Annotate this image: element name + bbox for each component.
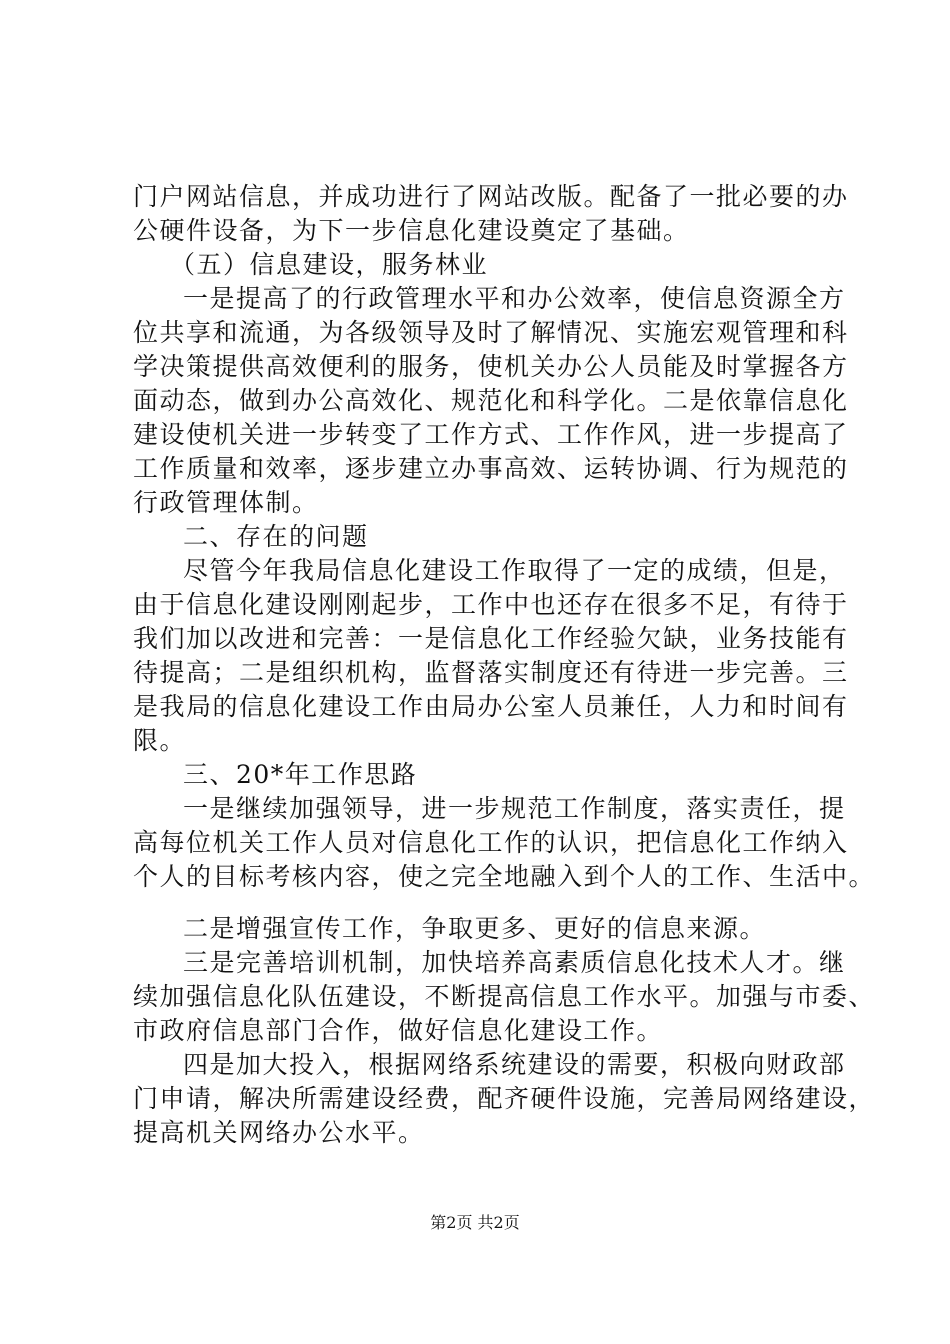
body-line: 高每位机关工作人员对信息化工作的认识，把信息化工作纳入 <box>133 828 849 857</box>
body-line: 是我局的信息化建设工作由局办公室人员兼任，人力和时间有 <box>133 692 849 721</box>
body-line: 位共享和流通，为各级领导及时了解情况、实施宏观管理和科 <box>133 318 849 347</box>
body-line: 待提高；二是组织机构，监督落实制度还有待进一步完善。三 <box>133 658 849 687</box>
body-line: 三是完善培训机制，加快培养高素质信息化技术人才。继 <box>183 948 846 977</box>
section-heading: 三、20*年工作思路 <box>183 760 418 789</box>
body-line: 由于信息化建设刚刚起步，工作中也还存在很多不足，有待于 <box>133 590 849 619</box>
body-line: 门申请，解决所需建设经费，配齐硬件设施，完善局网络建设， <box>133 1084 876 1113</box>
section-heading: 二、存在的问题 <box>183 522 369 551</box>
body-line: 二是增强宣传工作，争取更多、更好的信息来源。 <box>183 914 767 943</box>
body-line: 续加强信息化队伍建设，不断提高信息工作水平。加强与市委、 <box>133 982 876 1011</box>
body-line: 限。 <box>133 726 187 755</box>
body-line: 一是提高了的行政管理水平和办公效率，使信息资源全方 <box>183 284 846 313</box>
body-line: 学决策提供高效便利的服务，使机关办公人员能及时掌握各方 <box>133 352 849 381</box>
body-line: 个人的目标考核内容，使之完全地融入到个人的工作、生活中。 <box>133 862 876 891</box>
body-line: 工作质量和效率，逐步建立办事高效、运转协调、行为规范的 <box>133 454 849 483</box>
body-line: 一是继续加强领导，进一步规范工作制度，落实责任，提 <box>183 794 846 823</box>
body-line: 我们加以改进和完善：一是信息化工作经验欠缺，业务技能有 <box>133 624 849 653</box>
body-line: 公硬件设备，为下一步信息化建设奠定了基础。 <box>133 216 690 245</box>
body-line: 面动态，做到办公高效化、规范化和科学化。二是依靠信息化 <box>133 386 849 415</box>
body-line: 门户网站信息，并成功进行了网站改版。配备了一批必要的办 <box>133 182 849 211</box>
body-line: 市政府信息部门合作，做好信息化建设工作。 <box>133 1016 664 1045</box>
body-line: 提高机关网络办公水平。 <box>133 1118 425 1147</box>
section-heading: （五）信息建设，服务林业 <box>170 250 489 279</box>
body-line: 行政管理体制。 <box>133 488 319 517</box>
body-line: 尽管今年我局信息化建设工作取得了一定的成绩，但是， <box>183 556 846 585</box>
page-number-footer: 第2页 共2页 <box>430 1213 520 1232</box>
body-line: 建设使机关进一步转变了工作方式、工作作风，进一步提高了 <box>133 420 849 449</box>
body-line: 四是加大投入，根据网络系统建设的需要，积极向财政部 <box>183 1050 846 1079</box>
